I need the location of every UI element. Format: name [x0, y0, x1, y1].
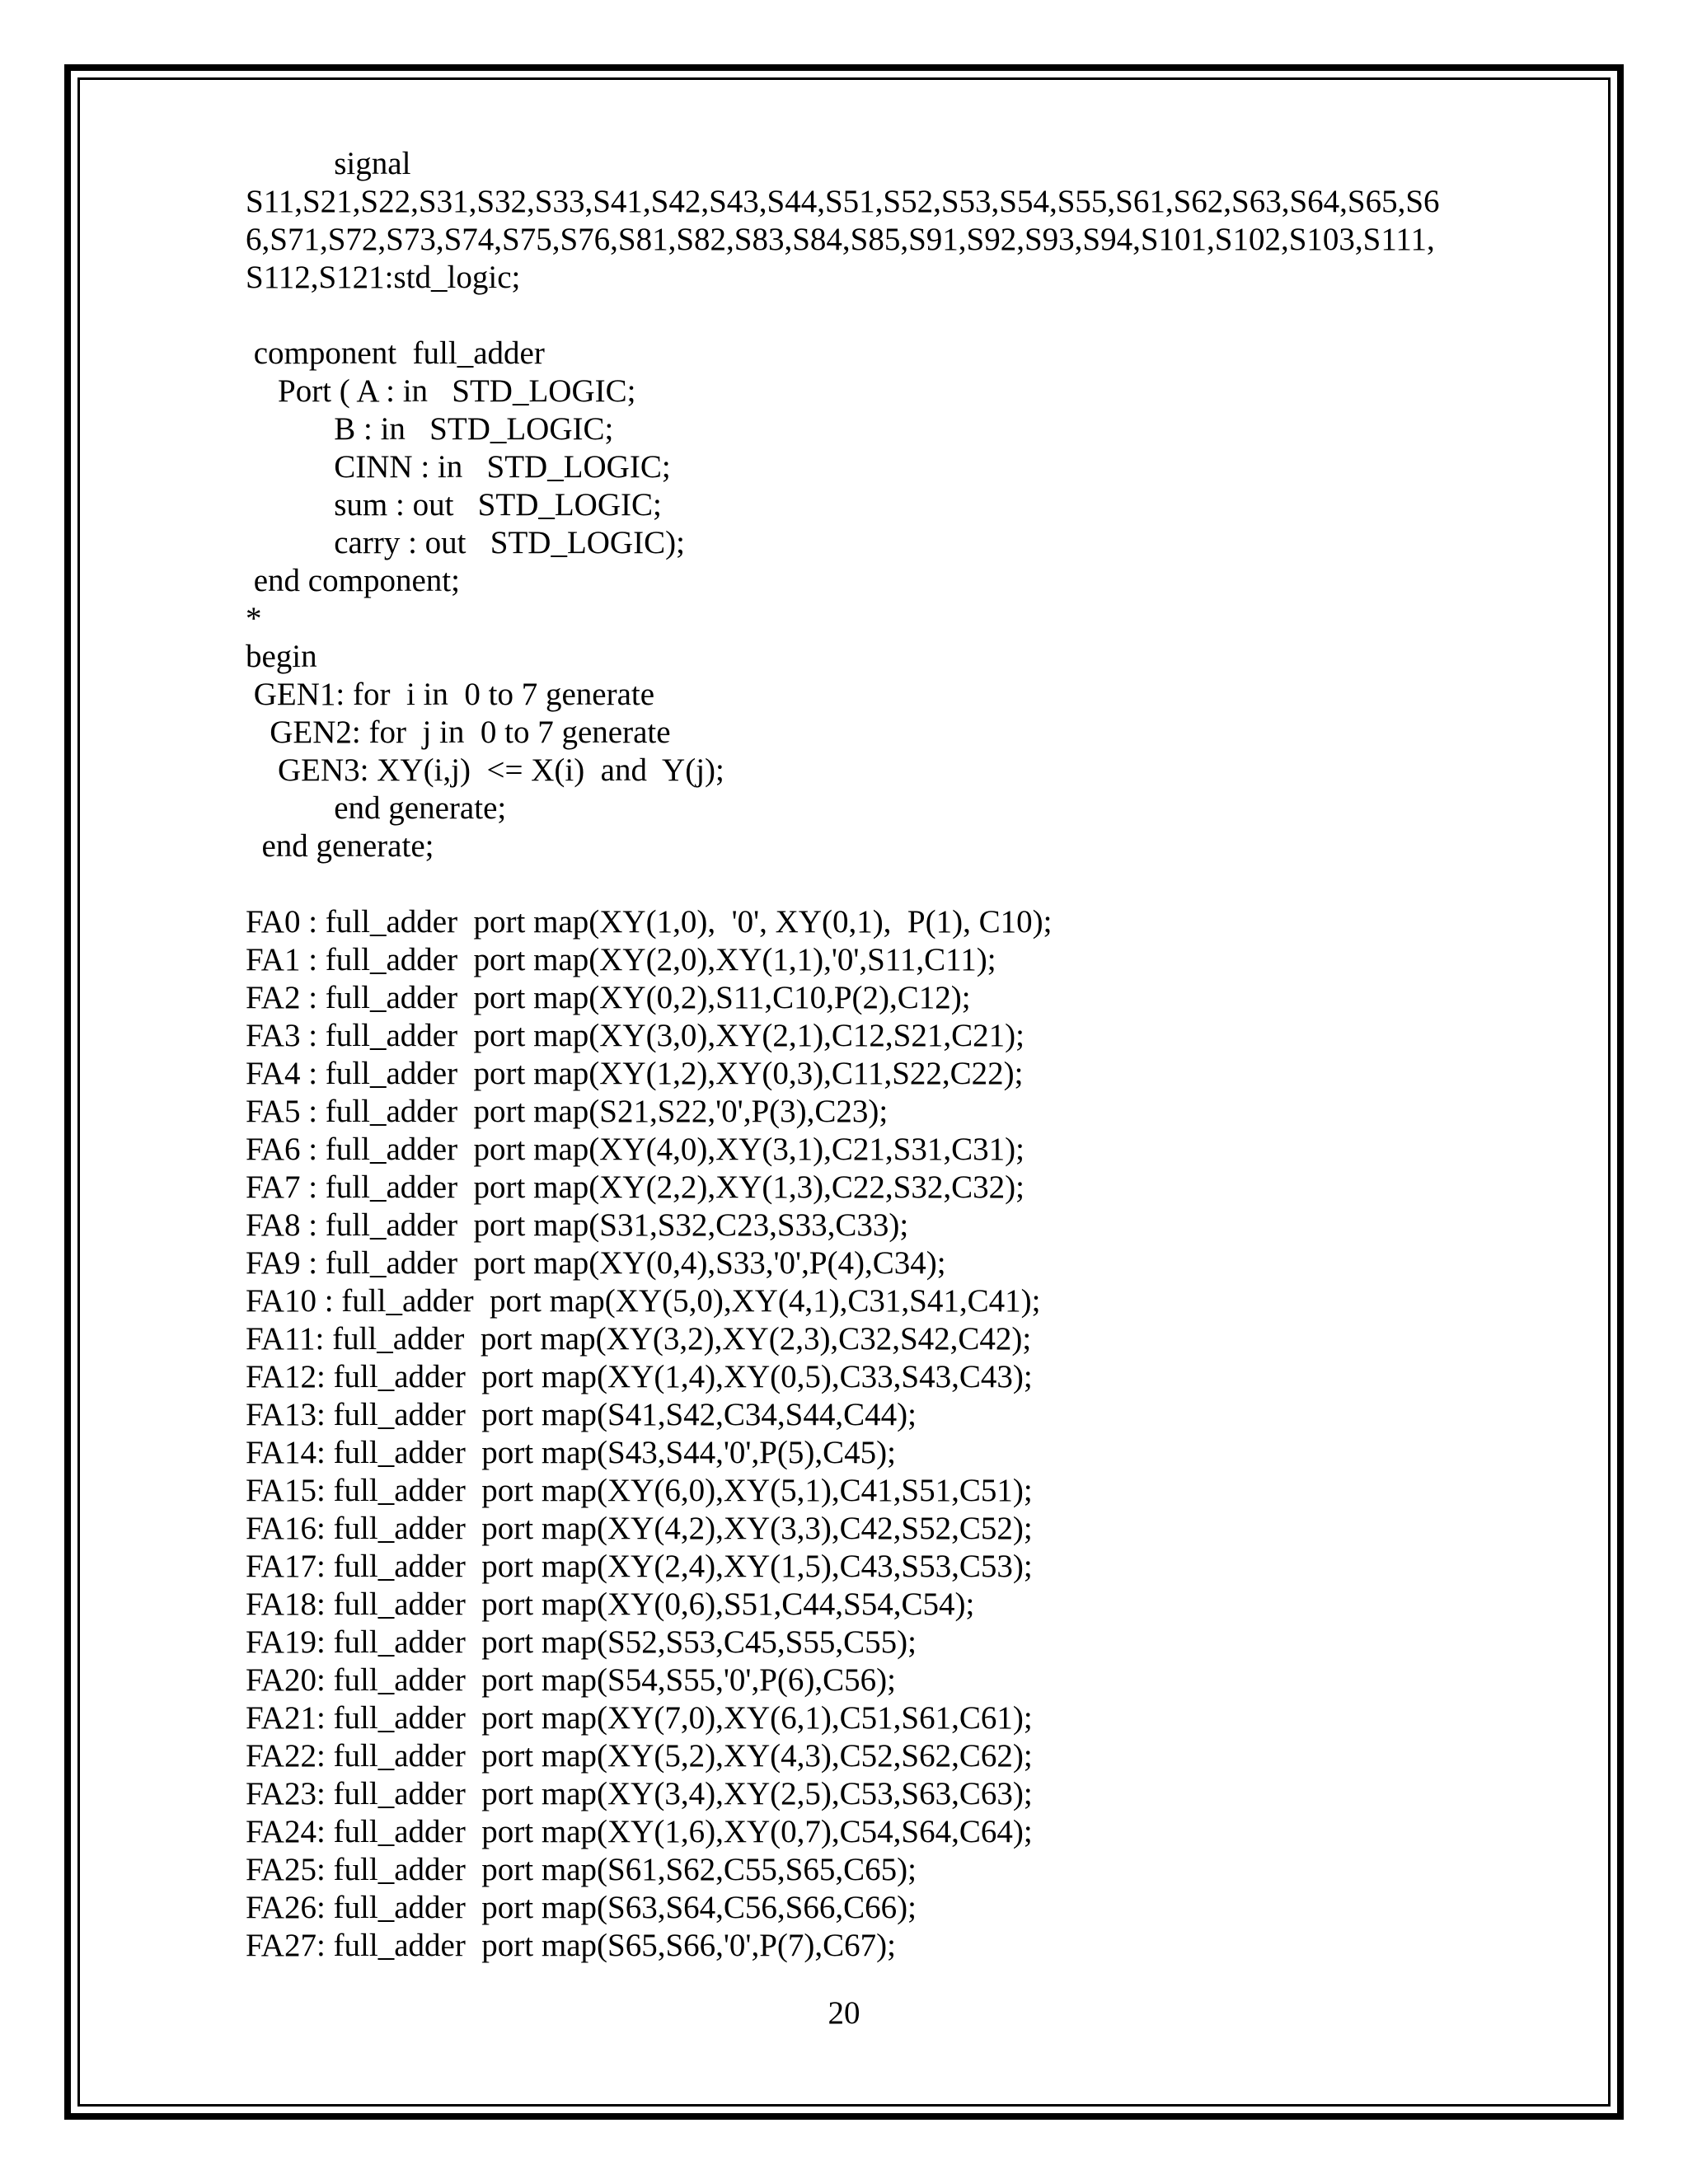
code-line: FA1 : full_adder port map(XY(2,0),XY(1,1),'0',S11,C11);	[246, 942, 996, 977]
code-line: FA19: full_adder port map(S52,S53,C45,S55,C55);	[246, 1624, 917, 1660]
code-line: FA4 : full_adder port map(XY(1,2),XY(0,3),C11,S22,C22);	[246, 1056, 1024, 1091]
code-line: carry : out STD_LOGIC);	[246, 525, 685, 560]
signal-declaration-block	[246, 145, 1498, 297]
code-line: FA14: full_adder port map(S43,S44,'0',P(5),C45);	[246, 1435, 896, 1470]
code-line: FA18: full_adder port map(XY(0,6),S51,C44,S54,C54);	[246, 1586, 975, 1622]
code-line: S11,S21,S22,S31,S32,S33,S41,S42,S43,S44,S51,S52,S53,S54,S55,S61,S62,S63,S64,S65,S6	[246, 184, 1440, 219]
code-line: sum : out STD_LOGIC;	[246, 487, 662, 523]
page-number: 20	[828, 1995, 860, 2031]
code-line: CINN : in STD_LOGIC;	[246, 449, 671, 485]
code-line: begin	[246, 639, 317, 674]
code-line: FA16: full_adder port map(XY(4,2),XY(3,3),C42,S52,C52);	[246, 1511, 1033, 1546]
code-line: FA27: full_adder port map(S65,S66,'0',P(7),C67);	[246, 1928, 896, 1963]
port-map-block	[246, 903, 1498, 1965]
code-line: FA26: full_adder port map(S63,S64,C56,S66,C66);	[246, 1890, 917, 1925]
code-line: end component;	[246, 563, 460, 598]
code-line: FA25: full_adder port map(S61,S62,C55,S65,C65);	[246, 1852, 917, 1887]
code-line: FA0 : full_adder port map(XY(1,0), '0', XY(0,1), P(1), C10);	[246, 904, 1053, 940]
code-line: FA6 : full_adder port map(XY(4,0),XY(3,1),C21,S31,C31);	[246, 1132, 1025, 1167]
code-line: GEN1: for i in 0 to 7 generate	[246, 677, 655, 712]
blank-line	[246, 865, 1498, 903]
code-line: FA12: full_adder port map(XY(1,4),XY(0,5),C33,S43,C43);	[246, 1359, 1033, 1394]
code-line: FA17: full_adder port map(XY(2,4),XY(1,5),C43,S53,C53);	[246, 1549, 1033, 1584]
code-line: *	[246, 601, 262, 636]
blank-line	[246, 297, 1498, 335]
code-line: FA15: full_adder port map(XY(6,0),XY(5,1),C41,S51,C51);	[246, 1473, 1033, 1508]
code-line: Port ( A : in STD_LOGIC;	[246, 373, 636, 409]
code-line: FA13: full_adder port map(S41,S42,C34,S44,C44);	[246, 1397, 917, 1432]
code-line: FA2 : full_adder port map(XY(0,2),S11,C10,P(2),C12);	[246, 980, 971, 1015]
component-declaration-block	[246, 335, 1498, 865]
code-line: FA24: full_adder port map(XY(1,6),XY(0,7),C54,S64,C64);	[246, 1814, 1033, 1849]
code-listing	[246, 145, 1498, 1965]
code-line: FA20: full_adder port map(S54,S55,'0',P(6),C56);	[246, 1662, 896, 1698]
code-line: FA11: full_adder port map(XY(3,2),XY(2,3),C32,S42,C42);	[246, 1321, 1032, 1357]
code-line: S112,S121:std_logic;	[246, 260, 521, 295]
code-line: FA22: full_adder port map(XY(5,2),XY(4,3),C52,S62,C62);	[246, 1738, 1033, 1774]
code-line: signal	[246, 146, 411, 181]
code-line: GEN3: XY(i,j) <= X(i) and Y(j);	[246, 752, 724, 788]
code-line: B : in STD_LOGIC;	[246, 411, 614, 447]
code-line: FA5 : full_adder port map(S21,S22,'0',P(3),C23);	[246, 1094, 889, 1129]
code-line: end generate;	[246, 828, 434, 864]
code-line: FA7 : full_adder port map(XY(2,2),XY(1,3),C22,S32,C32);	[246, 1169, 1025, 1205]
code-line: GEN2: for j in 0 to 7 generate	[246, 715, 671, 750]
code-line: FA10 : full_adder port map(XY(5,0),XY(4,1),C31,S41,C41);	[246, 1283, 1041, 1319]
code-line: FA21: full_adder port map(XY(7,0),XY(6,1),C51,S61,C61);	[246, 1700, 1033, 1736]
code-line: end generate;	[246, 790, 507, 826]
code-line: FA9 : full_adder port map(XY(0,4),S33,'0',P(4),C34);	[246, 1245, 946, 1281]
code-line: FA23: full_adder port map(XY(3,4),XY(2,5),C53,S63,C63);	[246, 1776, 1033, 1811]
code-line: FA3 : full_adder port map(XY(3,0),XY(2,1),C12,S21,C21);	[246, 1018, 1025, 1053]
code-line: 6,S71,S72,S73,S74,S75,S76,S81,S82,S83,S84,S85,S91,S92,S93,S94,S101,S102,S103,S111,	[246, 222, 1435, 257]
code-line: component full_adder	[246, 335, 545, 371]
code-line: FA8 : full_adder port map(S31,S32,C23,S33,C33);	[246, 1207, 909, 1243]
